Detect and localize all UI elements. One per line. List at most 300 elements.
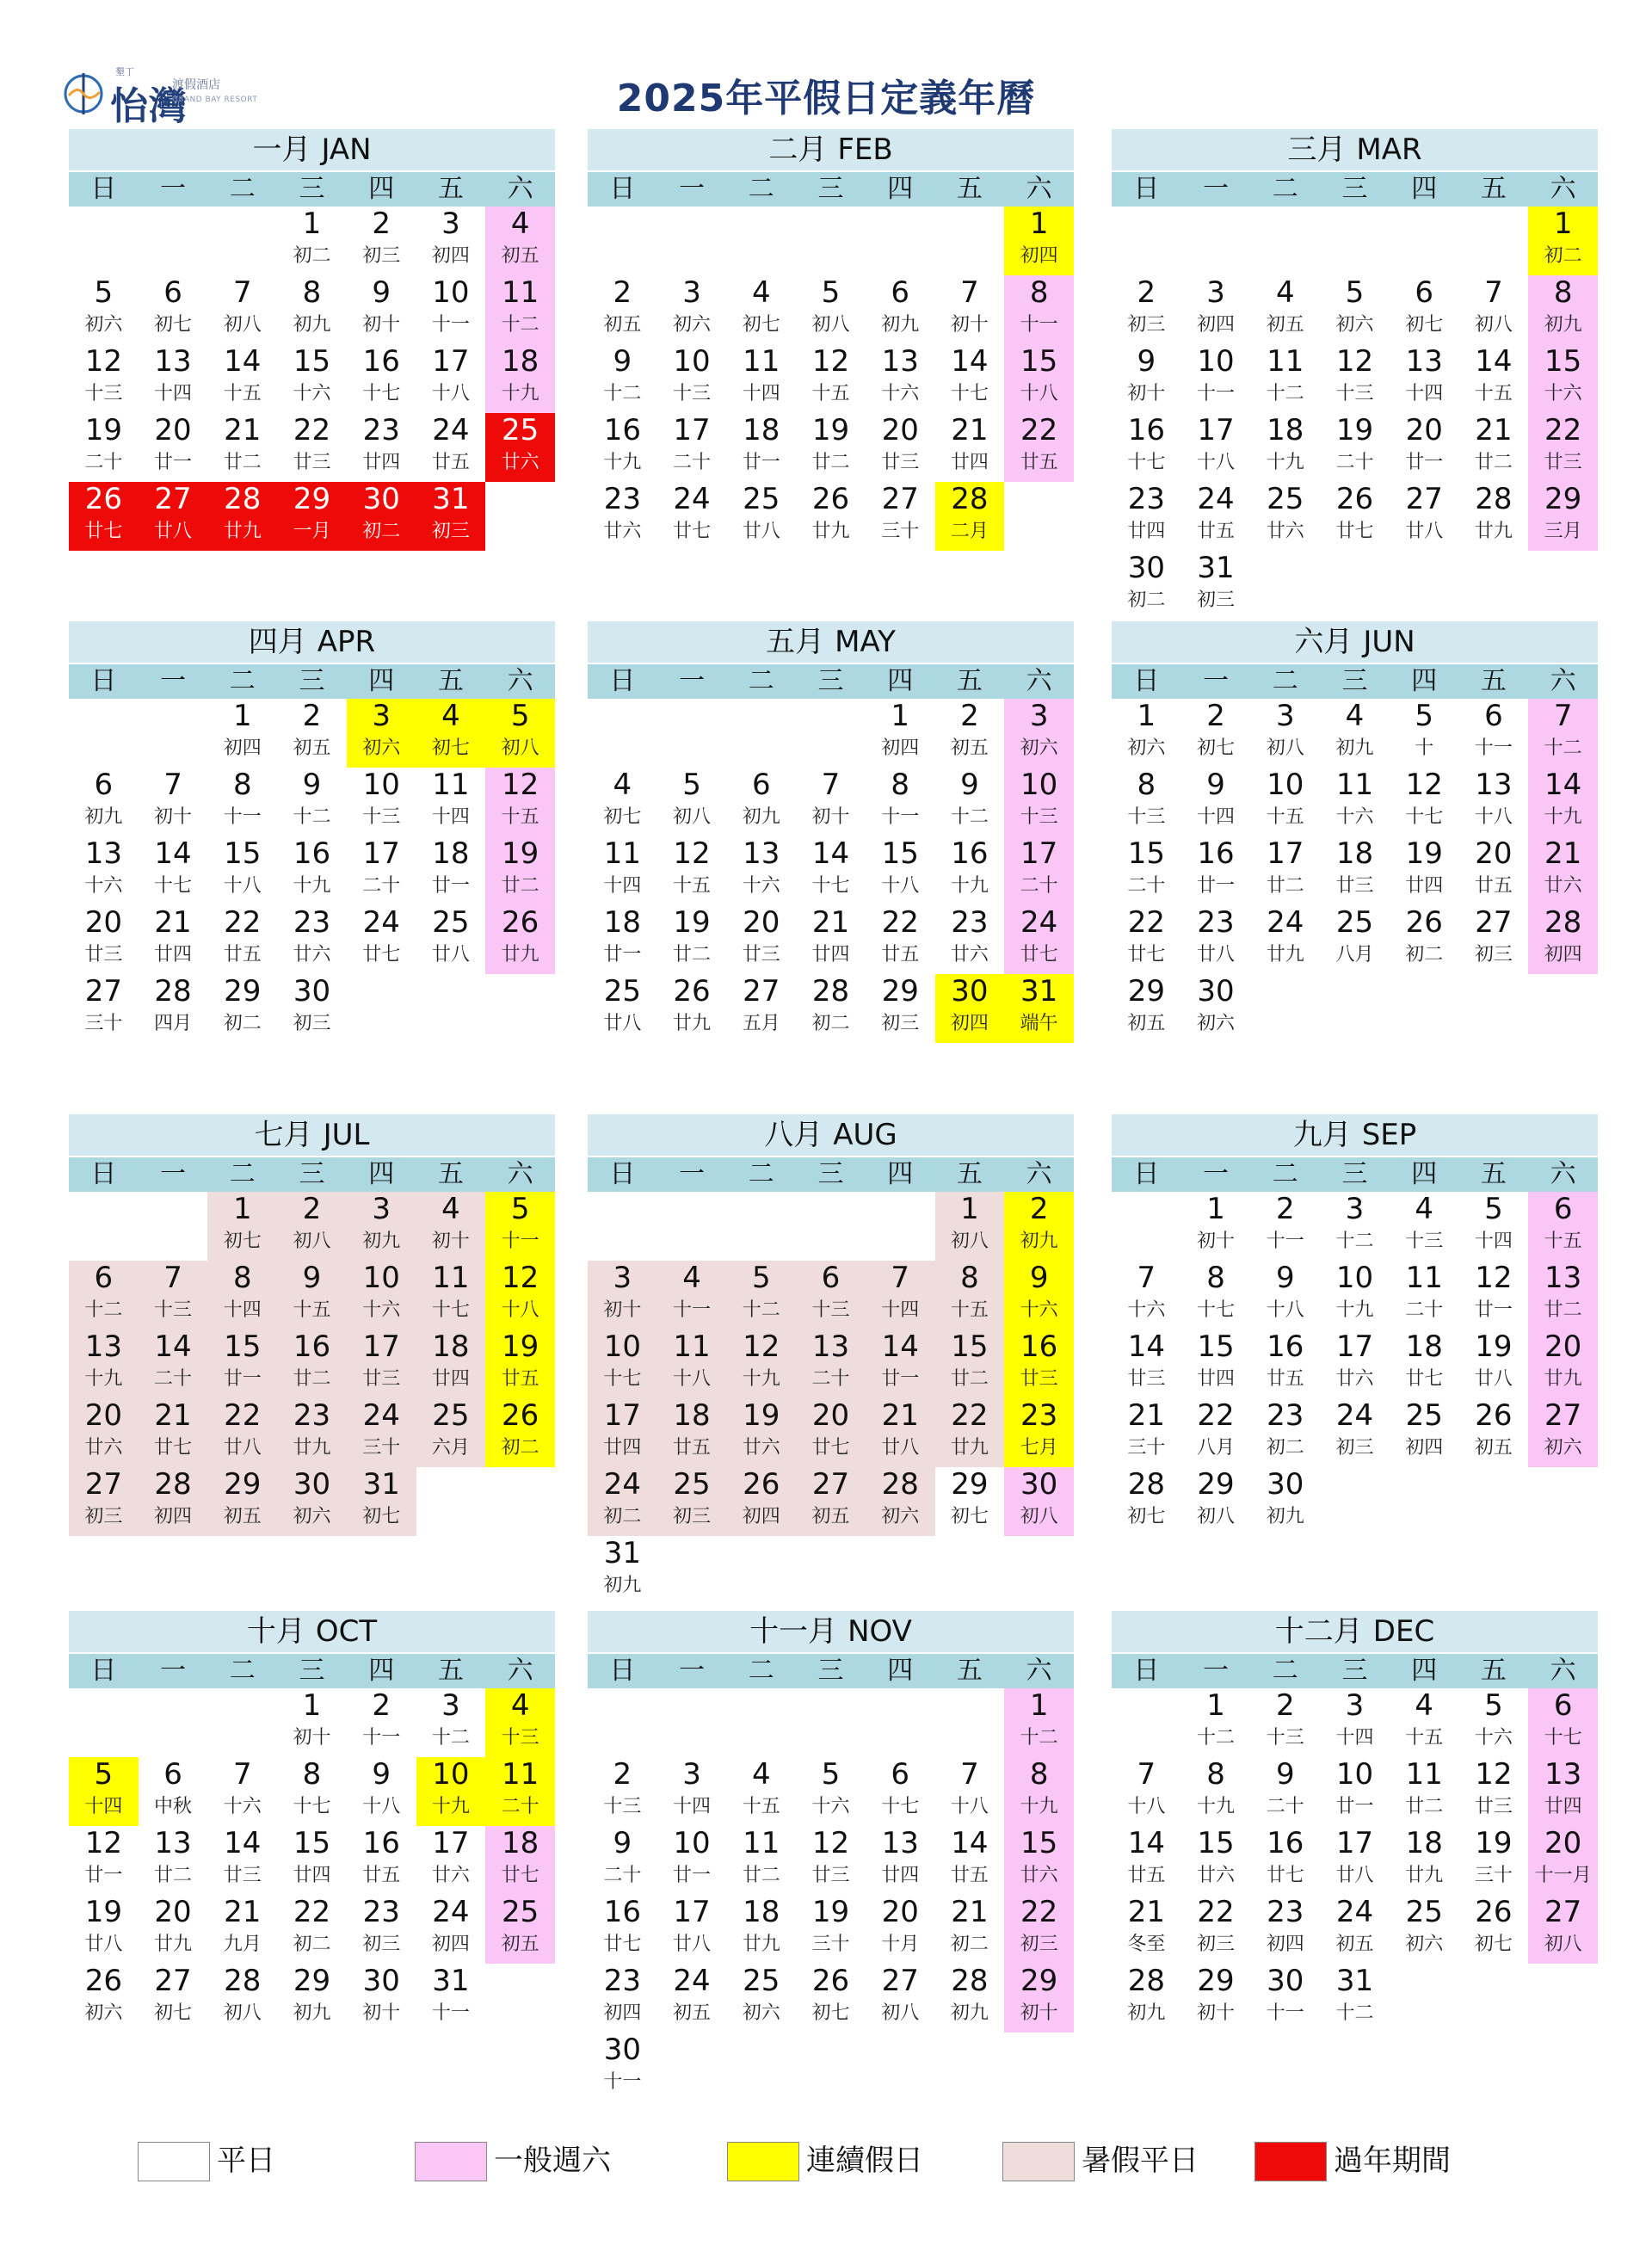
day-cell <box>69 768 139 836</box>
lunar-date: 廿八 <box>431 944 470 965</box>
empty-cell <box>726 699 796 768</box>
day-cell <box>139 482 208 551</box>
day-cell <box>69 1261 139 1329</box>
day-number: 18 <box>502 344 539 379</box>
lunar-date: 初七 <box>1197 737 1236 759</box>
lunar-date: 初四 <box>1544 944 1582 965</box>
lunar-date: 廿八 <box>223 1437 262 1459</box>
month-nov <box>588 1611 1074 2101</box>
weekday-header-row <box>69 664 555 699</box>
day-cell <box>1112 275 1181 344</box>
lunar-date: 廿九 <box>1544 1368 1582 1390</box>
lunar-date: 三十 <box>362 1437 401 1459</box>
day-number: 15 <box>1020 1826 1058 1860</box>
day-number: 2 <box>613 275 632 310</box>
lunar-date: 廿五 <box>1474 875 1513 897</box>
day-number: 15 <box>1544 344 1582 379</box>
day-number: 21 <box>154 1398 192 1433</box>
lunar-date: 廿一 <box>1197 875 1236 897</box>
weekday-label: 四 <box>368 1656 395 1686</box>
lunar-date: 十五 <box>811 383 850 404</box>
lunar-date: 十七 <box>1405 806 1444 828</box>
day-cell <box>69 1895 139 1964</box>
day-cell <box>1112 344 1181 413</box>
lunar-date: 廿二 <box>950 1368 989 1390</box>
lunar-date: 初七 <box>1405 314 1444 336</box>
day-number: 8 <box>1206 1261 1225 1295</box>
lunar-date: 初六 <box>1335 314 1374 336</box>
day-number: 19 <box>1335 413 1374 447</box>
day-number: 21 <box>1475 413 1513 447</box>
day-number: 30 <box>1197 974 1235 1009</box>
empty-cell <box>796 1688 866 1757</box>
month-name-zh: 八月 <box>764 1118 823 1152</box>
lunar-date: 十八 <box>1474 806 1513 828</box>
day-number: 18 <box>673 1398 711 1433</box>
day-cell <box>1181 413 1251 482</box>
lunar-date: 十四 <box>431 806 470 828</box>
day-number: 3 <box>1275 699 1295 733</box>
day-number: 16 <box>362 344 400 379</box>
day-cell <box>866 974 935 1043</box>
day-number: 6 <box>1415 275 1434 310</box>
lunar-date: 十九 <box>293 875 331 897</box>
lunar-date: 廿八 <box>1405 521 1444 542</box>
day-cell <box>347 207 416 275</box>
lunar-date: 廿七 <box>84 521 123 542</box>
lunar-date: 十六 <box>84 875 123 897</box>
day-cell <box>416 768 486 836</box>
lunar-date: 二十 <box>603 1865 642 1886</box>
day-number: 11 <box>603 836 641 871</box>
day-cell <box>657 1895 727 1964</box>
day-cell <box>1181 1192 1251 1261</box>
day-cell <box>485 1895 555 1964</box>
lunar-date: 初二 <box>1266 1437 1304 1459</box>
day-cell <box>1004 275 1074 344</box>
weekday-label: 一 <box>160 1656 187 1686</box>
day-cell <box>485 1826 555 1895</box>
day-number: 6 <box>821 1261 841 1295</box>
day-cell <box>1004 905 1074 974</box>
day-number: 23 <box>362 1895 400 1929</box>
lunar-date: 廿三 <box>84 944 123 965</box>
day-number: 21 <box>154 905 192 940</box>
day-cell <box>416 344 486 413</box>
day-cell <box>657 344 727 413</box>
empty-cell <box>139 207 208 275</box>
lunar-date: 廿二 <box>811 452 850 473</box>
lunar-date: 十九 <box>950 875 989 897</box>
day-cell <box>277 1467 347 1536</box>
lunar-date: 廿五 <box>223 944 262 965</box>
lunar-date: 初六 <box>1544 1437 1582 1459</box>
lunar-date: 十六 <box>742 875 780 897</box>
day-cell <box>588 1467 657 1536</box>
month-jan <box>69 129 555 551</box>
day-cell <box>1320 768 1390 836</box>
day-number: 29 <box>293 482 331 516</box>
lunar-date: 十四 <box>1405 383 1444 404</box>
day-number: 29 <box>224 1467 262 1502</box>
empty-cell <box>657 699 727 768</box>
day-number: 13 <box>1544 1261 1582 1295</box>
day-number: 29 <box>1020 1964 1058 1998</box>
day-cell <box>139 275 208 344</box>
day-number: 24 <box>1335 1398 1374 1433</box>
day-number: 11 <box>432 768 470 802</box>
lunar-date: 廿七 <box>1020 944 1058 965</box>
day-cell <box>1390 1895 1459 1964</box>
day-cell <box>1390 1261 1459 1329</box>
lunar-date: 初九 <box>950 2002 989 2024</box>
day-cell <box>139 836 208 905</box>
weekday-header-row <box>1112 1157 1598 1192</box>
day-number: 1 <box>232 699 252 733</box>
weekday-label: 五 <box>956 174 983 204</box>
day-grid <box>1112 1192 1598 1536</box>
lunar-date: 廿五 <box>673 1437 712 1459</box>
lunar-date: 十四 <box>154 383 193 404</box>
weekday-label: 二 <box>748 1656 774 1686</box>
day-number: 23 <box>293 905 331 940</box>
day-cell <box>1459 1192 1529 1261</box>
day-cell <box>139 1261 208 1329</box>
day-number: 17 <box>603 1398 641 1433</box>
lunar-date: 廿六 <box>603 521 642 542</box>
day-number: 31 <box>603 1536 641 1570</box>
day-grid <box>1112 1688 1598 2033</box>
empty-cell <box>1112 1688 1181 1757</box>
day-number: 25 <box>1405 1398 1443 1433</box>
day-number: 18 <box>1405 1826 1443 1860</box>
lunar-date: 十五 <box>223 383 262 404</box>
day-number: 22 <box>224 905 262 940</box>
lunar-date: 廿四 <box>811 944 850 965</box>
empty-cell <box>866 207 935 275</box>
lunar-date: 初十 <box>603 1299 642 1321</box>
weekday-label: 三 <box>299 1656 325 1686</box>
day-number: 23 <box>1197 905 1235 940</box>
lunar-date: 十九 <box>1335 1299 1374 1321</box>
lunar-date: 二十 <box>362 875 401 897</box>
day-number: 28 <box>951 1964 989 1998</box>
day-cell <box>1320 1398 1390 1467</box>
day-cell <box>866 1895 935 1964</box>
lunar-date: 十一 <box>1266 2002 1304 2024</box>
day-number: 26 <box>84 482 122 516</box>
day-number: 19 <box>1475 1329 1513 1364</box>
day-cell <box>1181 482 1251 551</box>
day-cell <box>277 974 347 1043</box>
lunar-date: 廿四 <box>362 452 401 473</box>
day-number: 6 <box>891 1757 910 1792</box>
lunar-date: 初五 <box>1474 1437 1513 1459</box>
month-name-zh: 二月 <box>768 133 828 167</box>
day-number: 8 <box>232 1261 252 1295</box>
day-number: 27 <box>1544 1895 1582 1929</box>
empty-cell <box>1390 207 1459 275</box>
day-cell <box>207 699 277 768</box>
logo-location: 墾丁 <box>115 66 134 77</box>
day-number: 6 <box>94 768 114 802</box>
lunar-date: 初五 <box>1335 1934 1374 1955</box>
day-cell <box>866 1261 935 1329</box>
day-number: 8 <box>302 1757 322 1792</box>
day-cell <box>69 905 139 974</box>
day-number: 2 <box>302 1192 322 1226</box>
day-number: 26 <box>1405 905 1443 940</box>
day-number: 13 <box>743 836 780 871</box>
weekday-label: 五 <box>437 1656 464 1686</box>
weekday-label: 一 <box>679 666 706 696</box>
day-cell <box>347 1398 416 1467</box>
day-cell <box>1112 482 1181 551</box>
day-cell <box>588 1895 657 1964</box>
day-cell <box>1390 275 1459 344</box>
day-number: 21 <box>951 1895 989 1929</box>
lunar-date: 初四 <box>1266 1934 1304 1955</box>
day-number: 29 <box>951 1467 989 1502</box>
lunar-date: 廿六 <box>1266 521 1304 542</box>
lunar-date: 十五 <box>1474 383 1513 404</box>
day-number: 15 <box>881 836 919 871</box>
weekday-label: 五 <box>437 1159 464 1189</box>
day-number: 4 <box>1415 1192 1434 1226</box>
lunar-date: 初四 <box>223 737 262 759</box>
day-number: 15 <box>293 1826 331 1860</box>
day-cell <box>1528 1895 1598 1964</box>
lunar-date: 十七 <box>950 383 989 404</box>
month-header <box>1112 1114 1598 1156</box>
day-cell <box>347 1192 416 1261</box>
day-number: 27 <box>811 1467 850 1502</box>
lunar-date: 十九 <box>84 1368 123 1390</box>
day-number: 2 <box>1275 1688 1295 1723</box>
day-number: 27 <box>881 1964 919 1998</box>
day-number: 25 <box>1267 482 1304 516</box>
day-number: 16 <box>1267 1329 1304 1364</box>
day-cell <box>416 905 486 974</box>
lunar-date: 廿二 <box>673 944 712 965</box>
empty-cell <box>726 1192 796 1261</box>
lunar-date: 初八 <box>1020 1506 1058 1527</box>
lunar-date: 初七 <box>603 806 642 828</box>
day-cell <box>416 413 486 482</box>
lunar-date: 初八 <box>1474 314 1513 336</box>
day-number: 22 <box>1197 1895 1235 1929</box>
lunar-date: 十一月 <box>1534 1865 1592 1886</box>
lunar-date: 廿七 <box>154 1437 193 1459</box>
day-cell <box>588 974 657 1043</box>
lunar-date: 廿三 <box>1544 452 1582 473</box>
day-cell <box>935 836 1005 905</box>
day-number: 18 <box>1267 413 1304 447</box>
day-cell <box>1004 1964 1074 2033</box>
day-cell <box>588 1398 657 1467</box>
day-number: 16 <box>1020 1329 1058 1364</box>
day-number: 6 <box>163 275 182 310</box>
day-number: 8 <box>960 1261 979 1295</box>
day-cell <box>485 836 555 905</box>
lunar-date: 十七 <box>431 1299 470 1321</box>
day-cell <box>796 1261 866 1329</box>
day-cell <box>726 1826 796 1895</box>
day-number: 27 <box>84 974 122 1009</box>
lunar-date: 初五 <box>673 2002 712 2024</box>
day-grid <box>1112 699 1598 1043</box>
lunar-date: 廿一 <box>223 1368 262 1390</box>
day-cell <box>1320 482 1390 551</box>
weekday-label: 三 <box>1341 666 1368 696</box>
lunar-date: 十 <box>1415 737 1434 759</box>
lunar-date: 廿九 <box>501 944 539 965</box>
weekday-label: 三 <box>817 1656 844 1686</box>
lunar-date: 初十 <box>1020 2002 1058 2024</box>
day-grid <box>588 207 1074 551</box>
weekday-label: 四 <box>368 666 395 696</box>
day-number: 20 <box>1544 1826 1582 1860</box>
day-cell <box>726 905 796 974</box>
day-grid <box>69 699 555 1043</box>
day-number: 9 <box>1275 1261 1295 1295</box>
day-cell <box>935 905 1005 974</box>
day-number: 30 <box>1267 1964 1304 1998</box>
day-number: 8 <box>1029 1757 1049 1792</box>
day-cell <box>1250 905 1320 974</box>
day-number: 26 <box>1335 482 1374 516</box>
lunar-date: 二十 <box>1020 875 1058 897</box>
month-may <box>588 621 1074 1043</box>
day-cell <box>139 974 208 1043</box>
lunar-date: 十五 <box>1544 1231 1582 1252</box>
day-number: 5 <box>751 1261 771 1295</box>
day-cell <box>139 1757 208 1826</box>
lunar-date: 初七 <box>950 1506 989 1527</box>
day-number: 31 <box>432 1964 470 1998</box>
weekday-label: 日 <box>1133 1159 1160 1189</box>
lunar-date: 廿五 <box>1197 521 1236 542</box>
day-cell <box>866 413 935 482</box>
weekday-label: 四 <box>1411 174 1438 204</box>
month-mar <box>1112 129 1598 620</box>
day-cell <box>726 1398 796 1467</box>
lunar-date: 十二 <box>1197 1727 1236 1749</box>
day-number: 4 <box>751 275 771 310</box>
lunar-date: 廿九 <box>742 1934 780 1955</box>
day-number: 10 <box>1335 1261 1374 1295</box>
day-number: 6 <box>891 275 910 310</box>
day-cell <box>1112 1398 1181 1467</box>
day-number: 23 <box>1267 1895 1304 1929</box>
day-cell <box>796 974 866 1043</box>
lunar-date: 三月 <box>1544 521 1582 542</box>
lunar-date: 十一 <box>1474 737 1513 759</box>
lunar-date: 廿三 <box>293 452 331 473</box>
day-cell <box>139 1895 208 1964</box>
weekday-label: 一 <box>1203 1656 1230 1686</box>
day-number: 13 <box>84 1329 122 1364</box>
day-cell <box>1528 344 1598 413</box>
lunar-date: 初二 <box>1405 944 1444 965</box>
day-number: 15 <box>224 1329 262 1364</box>
lunar-date: 十月 <box>881 1934 920 1955</box>
day-cell <box>1004 1688 1074 1757</box>
lunar-date: 廿六 <box>293 944 331 965</box>
lunar-date: 廿一 <box>154 452 193 473</box>
day-cell <box>1320 1826 1390 1895</box>
empty-cell <box>588 1688 657 1757</box>
day-cell <box>277 1757 347 1826</box>
day-cell <box>1459 768 1529 836</box>
lunar-date: 十一 <box>223 806 262 828</box>
day-number: 23 <box>603 1964 641 1998</box>
lunar-date: 廿三 <box>362 1368 401 1390</box>
lunar-date: 十八 <box>881 875 920 897</box>
day-number: 21 <box>1127 1895 1165 1929</box>
day-cell <box>207 905 277 974</box>
day-cell <box>347 1964 416 2033</box>
day-number: 14 <box>1475 344 1513 379</box>
weekday-label: 六 <box>1026 1159 1052 1189</box>
day-cell <box>1250 482 1320 551</box>
day-number: 16 <box>1127 413 1165 447</box>
lunar-date: 廿九 <box>1405 1865 1444 1886</box>
day-cell <box>726 1895 796 1964</box>
lunar-date: 廿六 <box>1335 1368 1374 1390</box>
day-cell <box>416 1688 486 1757</box>
month-name-en: MAY <box>835 625 896 659</box>
day-number: 28 <box>154 1467 192 1502</box>
day-number: 9 <box>613 344 632 379</box>
lunar-date: 初八 <box>293 1231 331 1252</box>
lunar-date: 十二 <box>293 806 331 828</box>
empty-cell <box>588 207 657 275</box>
lunar-date: 十八 <box>501 1299 539 1321</box>
day-number: 1 <box>1553 207 1573 241</box>
day-cell <box>485 905 555 974</box>
day-cell <box>796 275 866 344</box>
lunar-date: 廿二 <box>742 1865 780 1886</box>
legend-weekday-swatch <box>138 2142 210 2181</box>
lunar-date: 初八 <box>223 2002 262 2024</box>
lunar-date: 廿三 <box>1127 1368 1166 1390</box>
day-cell <box>866 482 935 551</box>
day-cell <box>1181 768 1251 836</box>
lunar-date: 初八 <box>1197 1506 1236 1527</box>
day-number: 10 <box>432 275 470 310</box>
day-number: 5 <box>94 1757 114 1792</box>
lunar-date: 廿六 <box>950 944 989 965</box>
lunar-date: 初八 <box>1266 737 1304 759</box>
day-cell <box>207 1826 277 1895</box>
day-number: 11 <box>743 1826 780 1860</box>
lunar-date: 十八 <box>431 383 470 404</box>
day-number: 26 <box>811 1964 850 1998</box>
day-number: 29 <box>293 1964 331 1998</box>
day-number: 5 <box>94 275 114 310</box>
day-number: 23 <box>293 1398 331 1433</box>
day-number: 12 <box>502 1261 539 1295</box>
day-cell <box>207 1261 277 1329</box>
day-cell <box>277 1688 347 1757</box>
empty-cell <box>69 1192 139 1261</box>
day-number: 24 <box>362 905 400 940</box>
day-cell <box>1112 551 1181 620</box>
day-number: 23 <box>1267 1398 1304 1433</box>
day-cell <box>588 1329 657 1398</box>
day-number: 4 <box>510 1688 530 1723</box>
